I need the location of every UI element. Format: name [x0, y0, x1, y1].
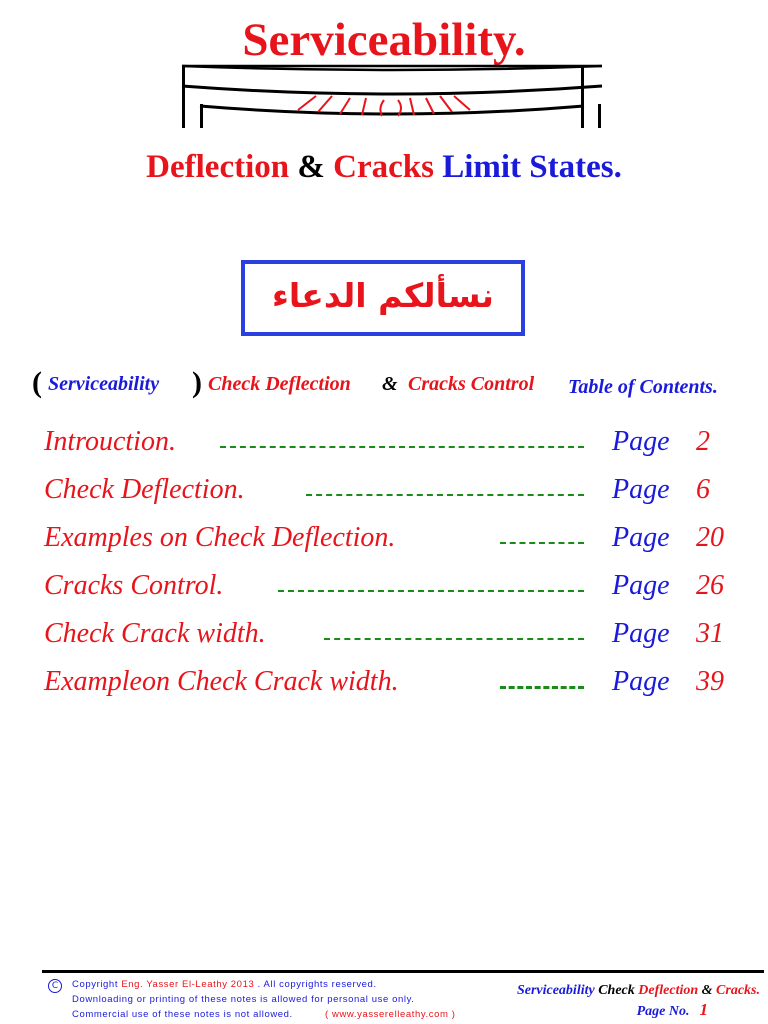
toc-title: Check Deflection.: [44, 474, 245, 505]
toc-page-label: Page: [612, 522, 670, 553]
footer-cracks: Cracks.: [716, 983, 760, 998]
toc-title: Examples on Check Deflection.: [44, 522, 396, 553]
toc-leader: [278, 590, 584, 592]
footer-website-link[interactable]: ( www.yasserelleathy.com ): [325, 1009, 456, 1020]
toc-heading-amp: &: [382, 373, 398, 395]
footer-copyright-label: Copyright: [72, 979, 119, 990]
toc-row-example-crack-width[interactable]: [44, 660, 764, 704]
toc-page-number: 2: [696, 426, 710, 457]
toc-page-label: Page: [612, 618, 670, 649]
toc-heading: [32, 364, 762, 404]
toc-leader: [324, 638, 584, 640]
subtitle-limit-states: Limit States.: [442, 149, 622, 185]
right-column-inner: [598, 104, 601, 128]
toc-title: Check Crack width.: [44, 618, 266, 649]
deflected-beam-diagram: [178, 64, 606, 140]
toc-leader: [220, 446, 584, 448]
toc-heading-cracks-control: Cracks Control: [408, 373, 535, 395]
page-no-label: Page No.: [636, 1004, 690, 1019]
footer-deflection: Deflection: [638, 983, 699, 998]
footer-doc-title: [517, 983, 760, 999]
footer-check: Check: [598, 983, 635, 998]
toc-leader: [500, 686, 584, 689]
toc-page-number: 39: [696, 666, 724, 697]
copyright-icon: C: [48, 979, 62, 993]
page-title: Serviceability.: [242, 14, 526, 66]
page-number-indicator: [637, 1000, 708, 1020]
toc-leader: [500, 542, 584, 544]
toc-page-label: Page: [612, 426, 670, 457]
open-paren: (: [32, 366, 42, 399]
toc-row-introduction[interactable]: [44, 420, 764, 464]
toc-heading-label: Table of Contents.: [568, 376, 718, 398]
right-column: [581, 66, 584, 128]
footer-serviceability: Serviceability: [516, 983, 595, 998]
footer-author: Eng. Yasser El-Leathy 2013: [121, 979, 255, 990]
footer-amp: &: [701, 983, 713, 998]
subtitle: [0, 145, 768, 189]
footer-copyright-line: [72, 979, 377, 990]
toc-page-label: Page: [612, 666, 670, 697]
toc-page-number: 31: [696, 618, 724, 649]
toc-page-label: Page: [612, 474, 670, 505]
toc-row-cracks-control[interactable]: [44, 564, 764, 608]
dua-request-text: نسألكم الدعاء: [272, 276, 494, 315]
page-no-value: 1: [699, 1000, 708, 1019]
toc-heading-check-deflection: Check Deflection: [208, 373, 351, 395]
close-paren: ): [192, 366, 202, 399]
subtitle-deflection: Deflection: [146, 149, 290, 185]
toc-page-label: Page: [612, 570, 670, 601]
toc-title: Cracks Control.: [44, 570, 224, 601]
footer-rule: [42, 970, 764, 973]
footer-commercial-line: Commercial use of these notes is not allowed.: [72, 1009, 293, 1020]
subtitle-cracks: Cracks: [333, 149, 434, 185]
toc-title: Exampleon Check Crack width.: [44, 666, 399, 697]
toc-row-examples-check-deflection[interactable]: [44, 516, 764, 560]
beam-bottom-deflected: [200, 106, 584, 114]
subtitle-amp: &: [297, 149, 325, 185]
toc-title: Introuction.: [44, 426, 176, 457]
toc-row-check-crack-width[interactable]: [44, 612, 764, 656]
toc-page-number: 6: [696, 474, 710, 505]
toc-row-check-deflection[interactable]: [44, 468, 764, 512]
toc-page-number: 20: [696, 522, 724, 553]
toc-page-number: 26: [696, 570, 724, 601]
left-column: [182, 66, 185, 128]
footer-rights: . All copyrights reserved.: [257, 979, 377, 990]
footer-download-line: Downloading or printing of these notes is allowed for personal use only.: [72, 994, 415, 1005]
toc-heading-serviceability: Serviceability: [48, 373, 160, 395]
toc-leader: [306, 494, 584, 496]
